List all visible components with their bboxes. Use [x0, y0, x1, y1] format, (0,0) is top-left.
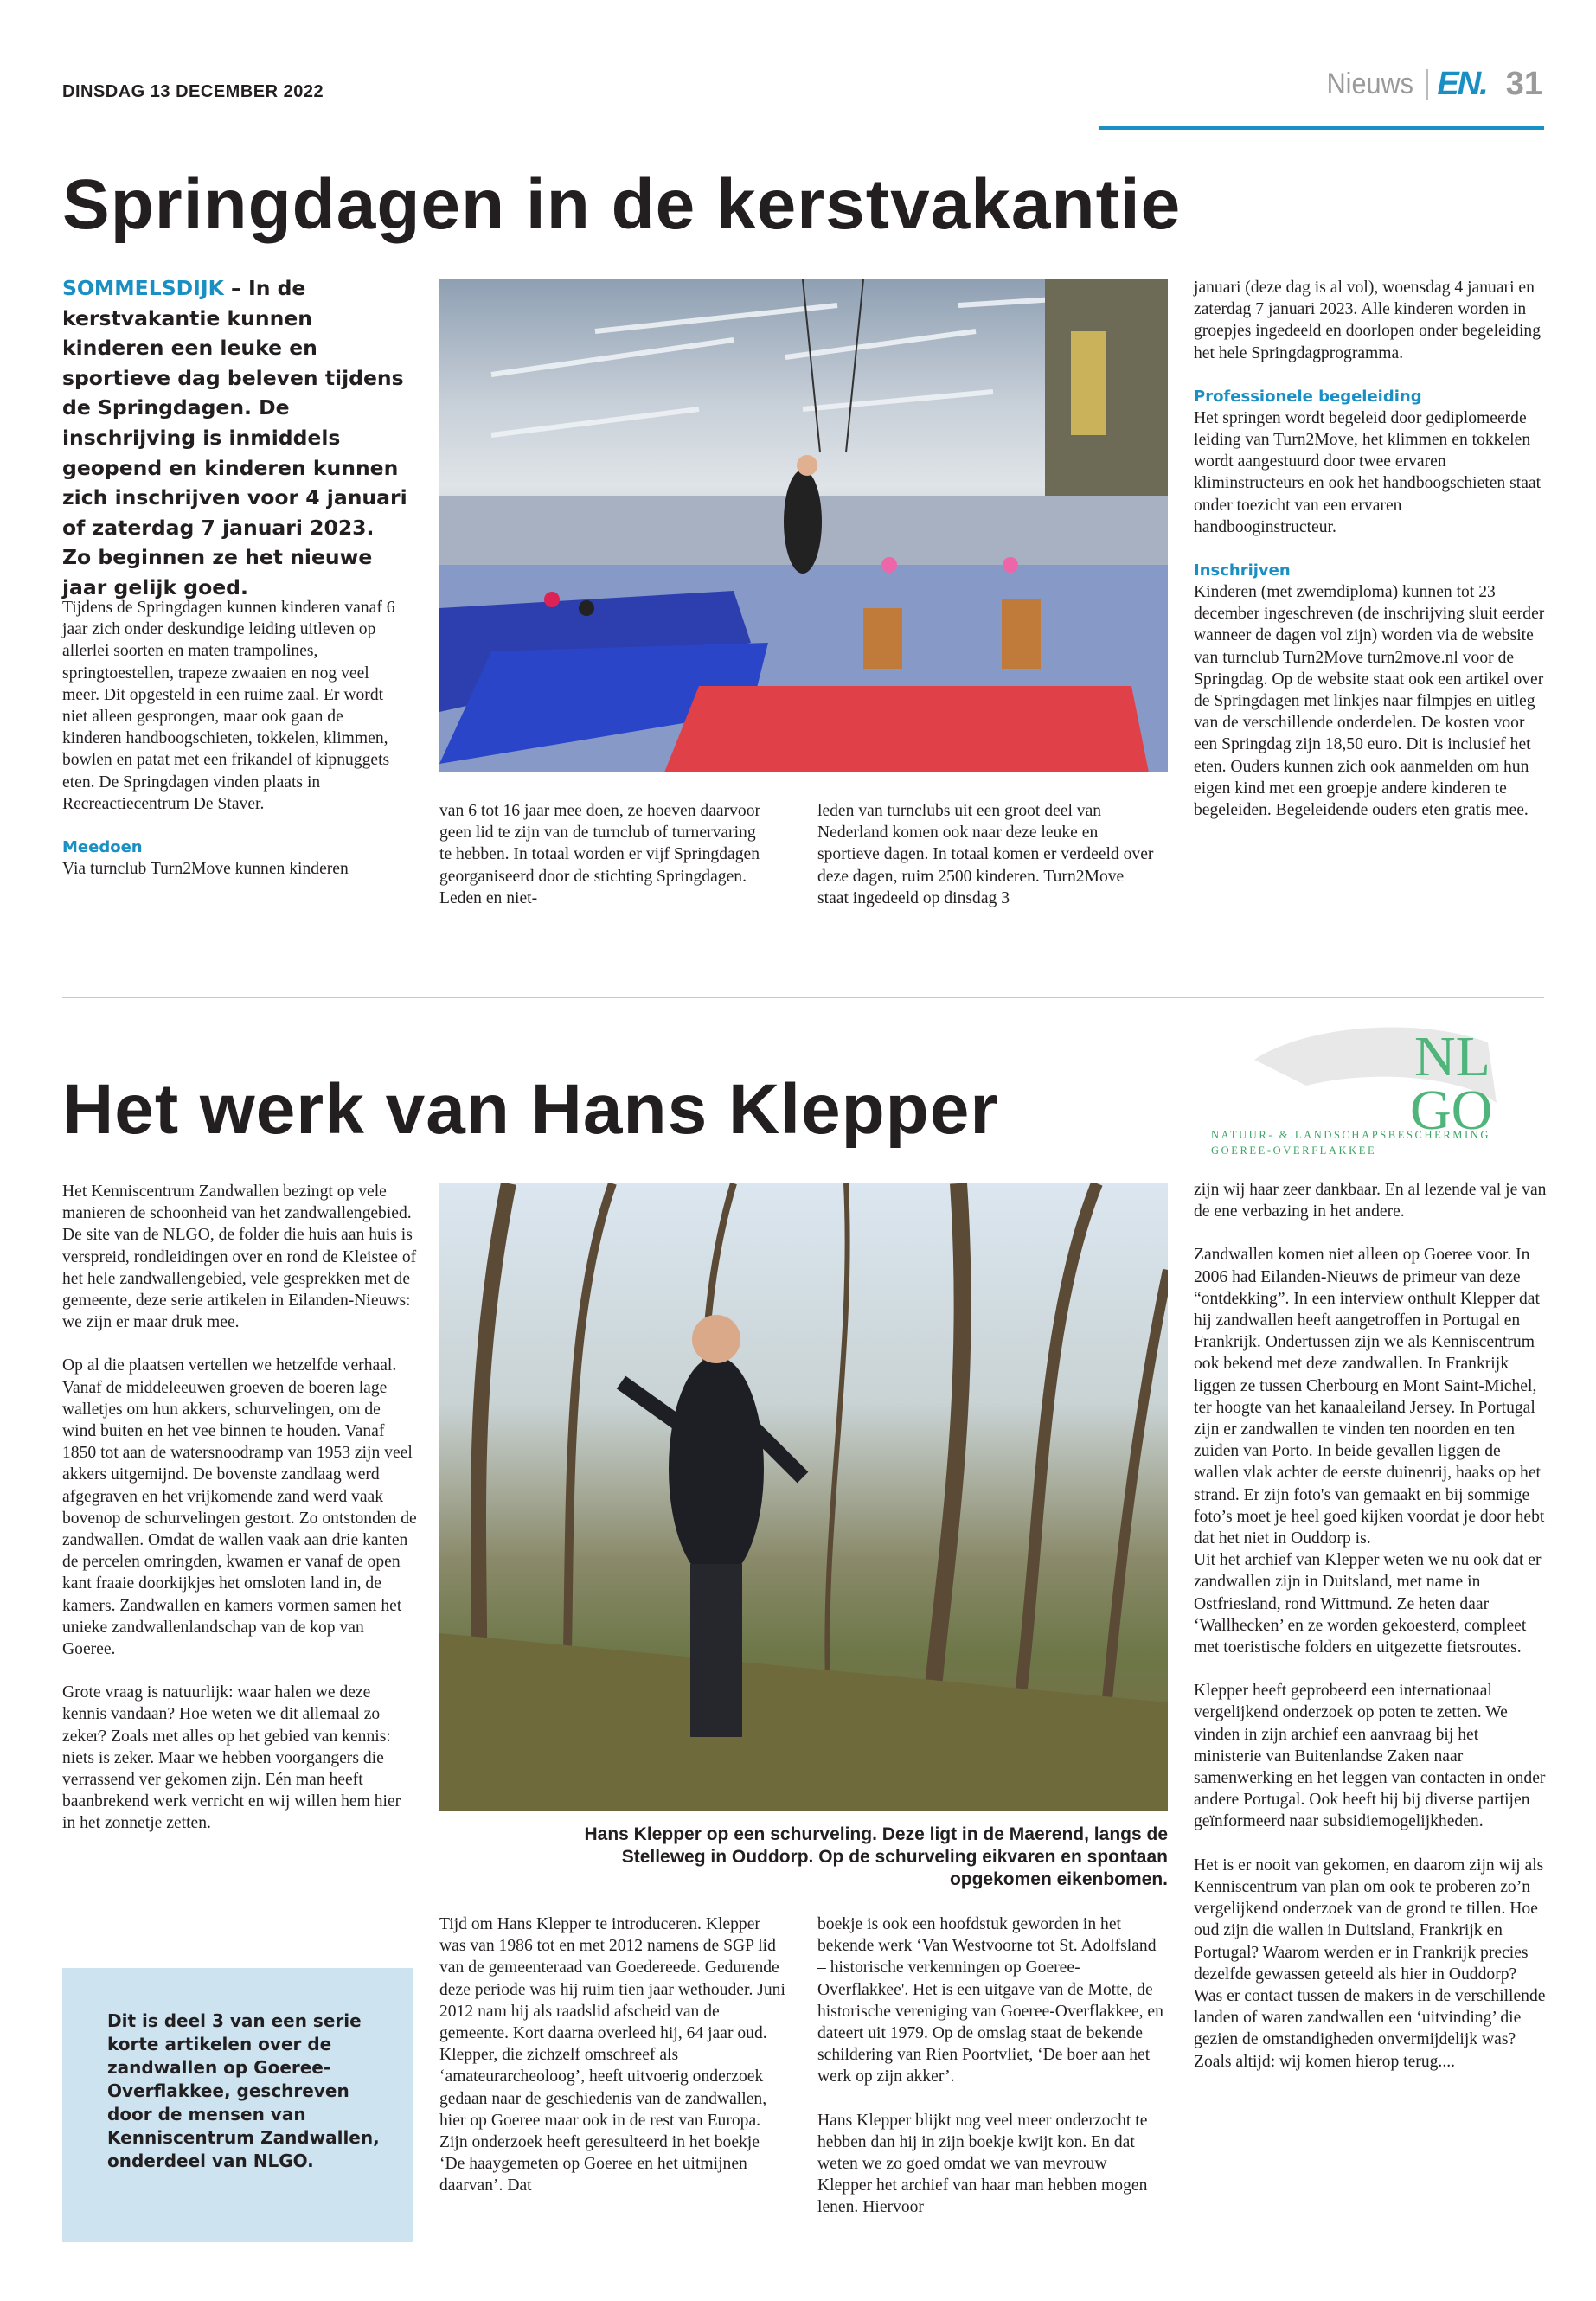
man-on-sandwall-image — [439, 1183, 1168, 1811]
logo-line-2: GOEREE-OVERFLAKKEE — [1211, 1144, 1377, 1157]
article1-lead — [62, 273, 408, 603]
svg-text:GO: GO — [1410, 1079, 1493, 1142]
paragraph: Tijdens de Springdagen kunnen kinderen vanaf 6 jaar zich onder deskundige leiding uitleven op allerlei soorten en maten trampolines, springtoestellen, trapeze zwaaien en nog veel meer. Dit opgesteld in een ruime zaal. Er wordt niet alleen gesprongen, maar ook gaan de kinderen handboogschieten, tokkelen, klimmen, bowlen en patat met een frikandel of kipnuggets eten. De Springdagen vinden plaats in Recreactiecentrum De Staver. — [62, 599, 395, 813]
paragraph: zijn wij haar zeer dankbaar. En al lezende val je van de ene verbazing in het andere. — [1194, 1181, 1547, 1221]
subheading-meedoen: Meedoen — [62, 838, 143, 857]
paragraph: Via turnclub Turn2Move kunnen kinderen — [62, 860, 349, 879]
paragraph: Op al die plaatsen vertellen we hetzelfde verhaal. Vanaf de middeleeuwen groeven de boeren lage walletjes om hun akkers, schurvelingen, om de wind buiten en het vee binnen te houden. Vanaf 1850 tot aan de watersnoodramp van 1953 zijn veel akkers uitgemijnd. De bovenste zandlaag werd afgegraven en het vrijkomende zand werd vaak bovenop de schurvelingen gestort. Zo ontstonden de zandwallen. Omdat de wallen vaak aan drie kanten de percelen omringden, kwamen er vanaf de open kant fraaie doorkijkjes het omsloten land in, de kamers. Zandwallen en kamers vormen samen het unieke zandwallenlandschap van de kop van Goeree. — [62, 1356, 417, 1659]
series-info-box — [62, 1968, 413, 2242]
article2-column-1 — [62, 1181, 417, 1835]
paragraph: Het is er nooit van gekomen, en daarom zijn wij als Kenniscentrum van plan om ook te proberen zo’n vergelijkend onderzoek van de grond te tillen. Hoe oud zijn die wallen in Duitsland, Frankrijk en Portugal? Waarom werden er in Frankrijk precies dezelfde gewassen geteeld als hier in Ouddorp? Was er contact tussen de makers in de verschillende landen of waren zandwallen een ‘uitvinding’ die gezien de omstandigheden onvermijdelijk was? Zoals altijd: wij komen hierop terug.... — [1194, 1856, 1546, 2071]
article1-column-3 — [817, 800, 1155, 909]
article2-title: Het werk van Hans Klepper — [62, 1070, 999, 1149]
paragraph: van 6 tot 16 jaar mee doen, ze hoeven daarvoor geen lid te zijn van de turnclub of turnervaring te hebben. In totaal worden er vijf Springdagen georganiseerd door de stichting Springdagen. Leden en niet- — [439, 802, 761, 907]
header-rule — [1099, 126, 1544, 130]
article1-column-2 — [439, 800, 764, 909]
paragraph: januari (deze dag is al vol), woensdag 4 januari en zaterdag 7 januari 2023. Alle kinderen worden in groepjes ingedeeld en doorlopen onder begeleiding het hele Springdagprogramma. — [1194, 279, 1541, 362]
series-info-text: Dit is deel 3 van een serie korte artikelen over de zandwallen op Goeree-Overflakkee, geschreven door de mensen van Kenniscentrum Zandwallen, onderdeel van NLGO. — [107, 2010, 380, 2171]
paragraph: Het springen wordt begeleid door gediplomeerde leiding van Turn2Move, het klimmen en tokkelen wordt aangestuurd door twee ervaren kliminstructeurs en ook het handboogschieten staat onder toezicht van een ervaren handbooginstructeur. — [1194, 408, 1542, 536]
article1-column-4 — [1194, 277, 1548, 821]
nlgo-logo — [1202, 1008, 1522, 1163]
svg-text:NL: NL — [1414, 1025, 1490, 1088]
paragraph: boekje is ook een hoofdstuk geworden in het bekende werk ‘Van Westvoorne tot St. Adolfsland – historische verkenningen op Goeree-Overflakkee'. Het is een uitgave van de Motte, de historische vereniging van Goeree-Overflakkee, en dateert uit 1979. Op de omslag staat de bekende schildering van Rien Poortvliet, ‘De boer aan het werk op zijn akker’. — [817, 1915, 1163, 2086]
lead-text: – In de kerstvakantie kunnen kinderen een leuke en sportieve dag beleven tijdens de Springdagen. De inschrijving is inmiddels geopend en kinderen kunnen zich inschrijven voor 4 januari of zaterdag 7 januari 2023. Zo beginnen ze het nieuwe jaar gelijk goed. — [62, 276, 407, 599]
issue-date: DINSDAG 13 DECEMBER 2022 — [62, 82, 324, 101]
article1-title: Springdagen in de kerstvakantie — [62, 165, 1182, 244]
article1-column-1 — [62, 597, 404, 880]
page-header — [1322, 66, 1542, 103]
article2-column-3 — [817, 1913, 1163, 2219]
subheading-professionele-begeleiding: Professionele begeleiding — [1194, 387, 1422, 406]
paragraph: leden van turnclubs uit een groot deel van Nederland komen ook naar deze leuke en sportieve dagen. In totaal komen er verdeeld over deze dagen, ruim 2500 kinderen. Turn2Move staat ingedeeld op dinsdag 3 — [817, 802, 1154, 907]
logo-line-1: NATUUR- & LANDSCHAPSBESCHERMING — [1211, 1129, 1490, 1141]
article2-column-2 — [439, 1913, 785, 2197]
paragraph: Het Kenniscentrum Zandwallen bezingt op vele manieren de schoonheid van het zandwallengebied. De site van de NLGO, de folder die huis aan huis is verspreid, rondleidingen over en rond de Kleistee of het hele zandwallengebied, vele gesprekken met de gemeente, deze serie artikelen in Eilanden-Nieuws: we zijn er maar druk mee. — [62, 1183, 417, 1332]
paragraph: Kinderen (met zwemdiploma) kunnen tot 23 december ingeschreven (de inschrijving sluit eerder wanneer de dagen vol zijn) worden via de website van turnclub Turn2Move turn2move.nl voor de Springdag. Op de website staat ook een artikel over de Springdagen met linkjes naar filmpjes en uitleg van de verschillende onderdelen. De kosten voor een Springdag zijn 18,50 euro. Dit is inclusief het eten. Ouders kunnen zich ook aanmelden om hun eigen kind met een groepje andere kinderen te begeleiden. Begeleidende ouders eten gratis mee. — [1194, 583, 1545, 820]
brand-logo: EN. — [1437, 66, 1487, 102]
paragraph: Zandwallen komen niet alleen op Goeree voor. In 2006 had Eilanden-Nieuws de primeur van deze “ontdekking”. In een interview onthult Klepper dat hij zandwallen heeft aangetroffen in Portugal en Frankrijk. Ondertussen zijn we als Kenniscentrum ook bekend met deze zandwallen. In Frankrijk liggen ze tussen Cherbourg en Mont Saint-Michel, ter hoogte van het kanaaleiland Jersey. In Portugal zijn er zandwallen te vinden ten noorden en ten zuiden van Porto. In beide gevallen liggen de wallen vlak achter de eerste duinenrij, haaks op het strand. Er zijn foto's van gemaakt en bij sommige foto’s moet je heel goed kijken voordat je door hebt dat het niet in Ouddorp is. — [1194, 1246, 1545, 1548]
photo-caption: Hans Klepper op een schurveling. Deze ligt in de Maerend, langs de Stelleweg in Ouddorp. Op de schurveling eikvaren en spontaan opgekomen eikenbomen. — [584, 1824, 1168, 1889]
paragraph: Grote vraag is natuurlijk: waar halen we deze kennis vandaan? Hoe weten we dit allemaal zo zeker? Zoals met alles op het gebied van kennis: niets is zeker. Maar we hebben voorgangers die verrassend ver gekomen zijn. Eén man heeft baanbrekend werk verricht en wij willen hem hier in het zonnetje zetten. — [62, 1683, 401, 1833]
section-label: Nieuws — [1326, 67, 1413, 100]
gymnastics-hall-image — [439, 279, 1168, 772]
paragraph: Tijd om Hans Klepper te introduceren. Klepper was van 1986 tot en met 2012 namens de SGP lid van de gemeenteraad van Goedereede. Gedurende deze periode was hij ruim tien jaar wethouder. Juni 2012 nam hij als raadslid afscheid van de gemeente. Kort daarna overleed hij, 64 jaar oud. — [439, 1915, 785, 2043]
gym-photo — [439, 279, 1168, 772]
header-divider — [1426, 69, 1428, 100]
klepper-photo — [439, 1183, 1168, 1811]
paragraph: Hans Klepper blijkt nog veel meer onderzocht te hebben dan hij in zijn boekje kwijt kon. En dat weten we zo goed omdat we van mevrouw Klepper het archief van haar man hebben mogen lenen. Hiervoor — [817, 2111, 1148, 2217]
article-separator — [62, 997, 1544, 998]
subheading-inschrijven: Inschrijven — [1194, 561, 1291, 580]
article2-column-4 — [1194, 1179, 1548, 2073]
dateline-place: SOMMELSDIJK — [62, 276, 224, 300]
paragraph: Klepper heeft geprobeerd een internationaal vergelijkend onderzoek op poten te zetten. We vinden in zijn archief een aanvraag bij het ministerie van Buitenlandse Zaken naar samenwerking en het leggen van contacten in onder andere Portugal. Ook heeft hij bij diverse partijen geïnformeerd naar subsidiemogelijkheden. — [1194, 1682, 1546, 1831]
page-number: 31 — [1505, 66, 1542, 102]
paragraph: Uit het archief van Klepper weten we nu ook dat er zandwallen zijn in Duitsland, met name in Ostfriesland, rond Wittmund. Ze heten daar ‘Wallhecken’ en ze worden gekoesterd, compleet met toeristische folders en uitgezette fietsroutes. — [1194, 1551, 1542, 1657]
paragraph: Klepper, die zichzelf omschreef als ‘amateurarcheoloog’, heeft uitvoerig onderzoek gedaan naar de geschiedenis van de zandwallen, hier op Goeree maar ook in de rest van Europa. Zijn onderzoek heeft geresulteerd in het boekje ‘De haaygemeten op Goeree en het uitmijnen daarvan’. Dat — [439, 2046, 767, 2195]
